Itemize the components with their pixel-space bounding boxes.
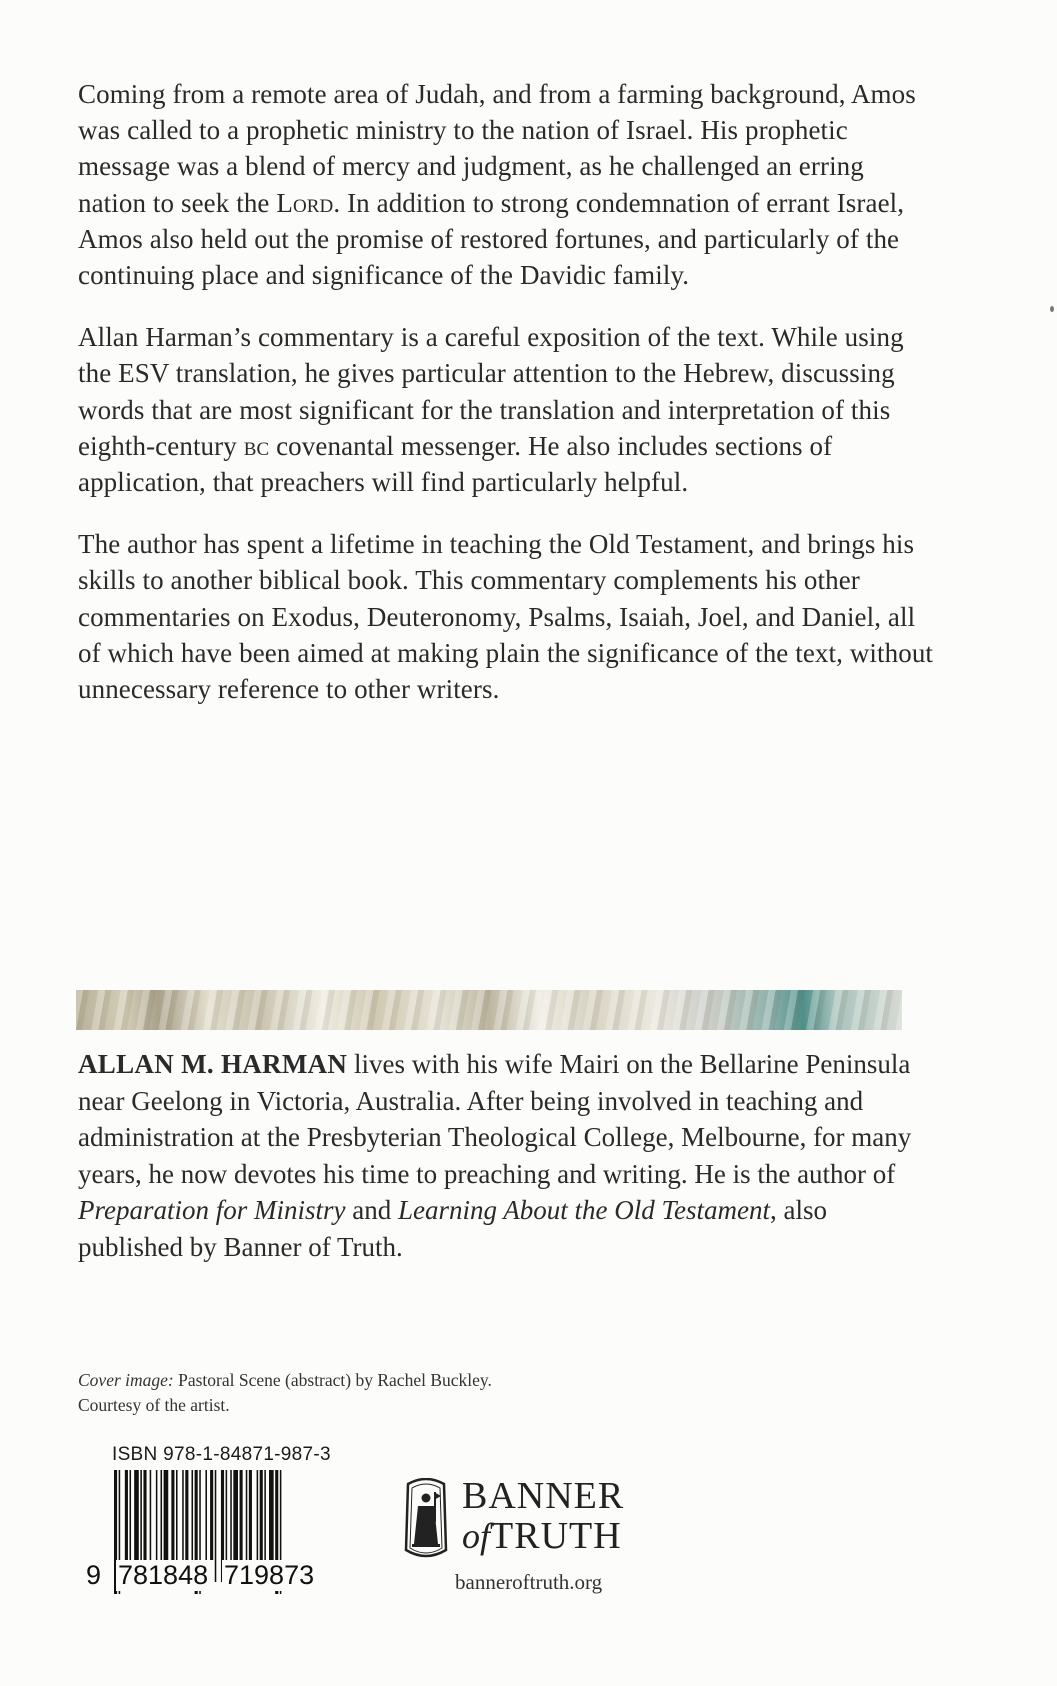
barcode-digit-first: 9	[86, 1560, 102, 1590]
book-title-1: Preparation for Ministry	[78, 1195, 346, 1225]
blurb-paragraph-2: Allan Harman’s commentary is a careful exposition of the text. While using the ESV translation, he gives particular attention to the Hebrew, discussing words that are most significant for the translation and interpretation of this eighth-century bc covenantal messenger. He also includes sections of application, that preachers will find particularly helpful.	[78, 322, 904, 498]
credit-label: Cover image:	[78, 1370, 174, 1390]
publisher-name-line1: BANNER	[462, 1475, 625, 1517]
cover-image-credit: Cover image: Pastoral Scene (abstract) by Rachel Buckley. Courtesy of the artist.	[78, 1370, 492, 1415]
barcode-digits	[86, 1560, 342, 1596]
author-bio: ALLAN M. HARMAN lives with his wife Mairi on the Bellarine Peninsula near Geelong in Victoria, Australia. After being involved in teaching and administration at the Presbyterian Theological College, Melbourne, for many years, he now devotes his time to preaching and writing. He is the author of Preparation for Ministry and Learning About the Old Testament, also published by Banner of Truth.	[78, 1049, 912, 1262]
barcode-group-right: 719873	[222, 1560, 322, 1591]
blurb-paragraph-3: The author has spent a lifetime in teaching the Old Testament, and brings his skills to another biblical book. This commentary complements his other commentaries on Exodus, Deuteronomy, Psalms, Isaiah, Joel, and Daniel, all of which have been aimed at making plain the significance of the text, without unnecessary reference to other writers.	[78, 529, 934, 705]
barcode-block	[86, 1444, 342, 1604]
publisher-logo	[400, 1474, 680, 1574]
isbn-label: ISBN 978-1-84871-987-3	[112, 1444, 331, 1465]
lord-small-caps: Lord	[276, 187, 334, 218]
book-title-2: Learning About the Old Testament	[397, 1195, 770, 1225]
publisher-name-line2: ofTRUTH	[462, 1515, 622, 1557]
blurb-paragraph-1: Coming from a remote area of Judah, and from a farming background, Amos was called to a prophetic ministry to the nation of Israel. His prophetic message was a blend of mercy and judgment, as he challenged an erring nation to seek the Lord. In addition to strong condemnation of errant Israel, Amos also held out the promise of restored fortunes, and particularly of the continuing place and significance of the Davidic family.	[78, 79, 916, 291]
barcode-group-left: 781848	[116, 1560, 214, 1591]
preacher-emblem-icon	[400, 1478, 452, 1562]
credit-courtesy: Courtesy of the artist.	[78, 1395, 230, 1415]
page-speck	[1050, 306, 1054, 312]
cover-image-strip	[76, 990, 902, 1030]
publisher-website: banneroftruth.org	[455, 1570, 603, 1594]
bc-small-caps: bc	[243, 430, 270, 461]
cover-blurb	[78, 76, 938, 733]
author-name: ALLAN M. HARMAN	[78, 1049, 348, 1079]
